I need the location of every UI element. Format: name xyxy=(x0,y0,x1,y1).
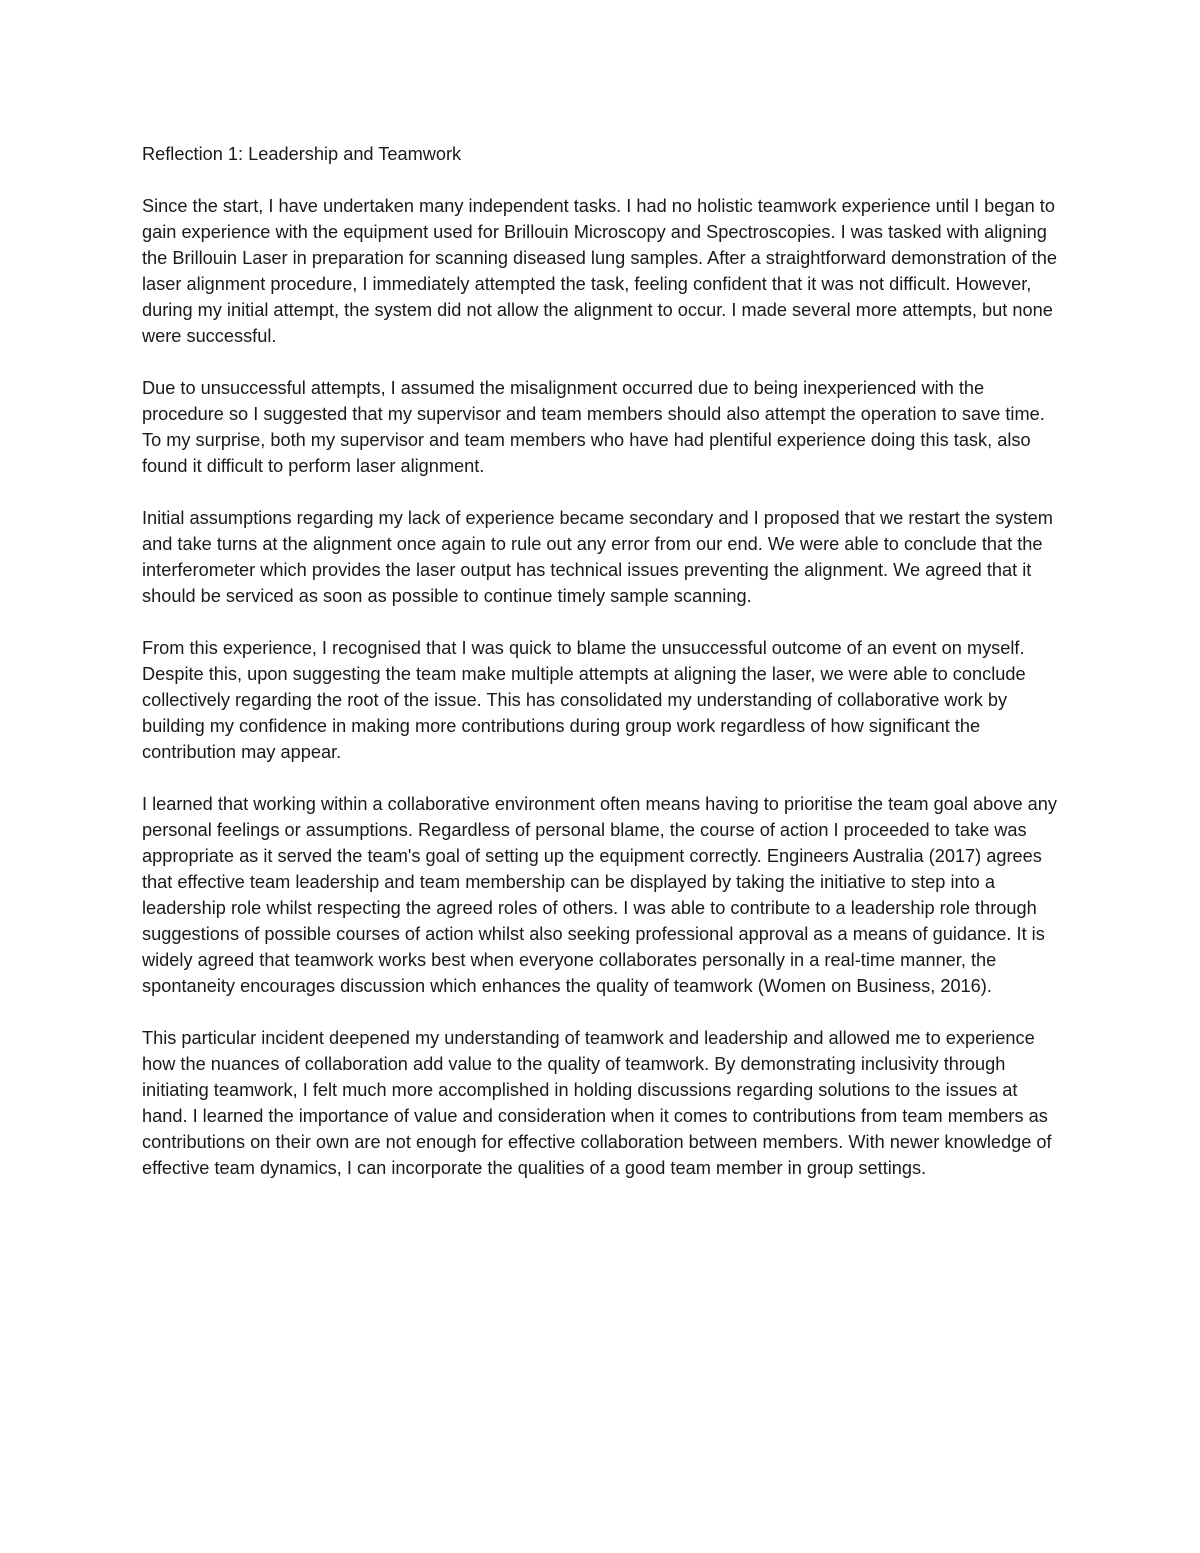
document-title: Reflection 1: Leadership and Teamwork xyxy=(142,144,462,164)
paragraph-1: Since the start, I have undertaken many independent tasks. I had no holistic teamwork experience until I began to gain experience with the equipment used for Brillouin Microscopy and Spectroscopies. I was tasked with aligning the Brillouin Laser in preparation for scanning diseased lung samples. After a straightforward demonstration of the laser alignment procedure, I immediately attempted the task, feeling confident that it was not difficult. However, during my initial attempt, the system did not allow the alignment to occur. I made several more attempts, but none were successful. xyxy=(142,196,1057,346)
paragraph-2: Due to unsuccessful attempts, I assumed the misalignment occurred due to being inexperienced with the procedure so I suggested that my supervisor and team members should also attempt the operation to save time. To my surprise, both my supervisor and team members who have had plentiful experience doing this task, also found it difficult to perform laser alignment. xyxy=(142,378,1045,476)
paragraph-6: This particular incident deepened my understanding of teamwork and leadership and allowed me to experience how the nuances of collaboration add value to the quality of teamwork. By demonstrating inclusivity through initiating teamwork, I felt much more accomplished in holding discussions regarding solutions to the issues at hand. I learned the importance of value and consideration when it comes to contributions from team members as contributions on their own are not enough for effective collaboration between members. With newer knowledge of effective team dynamics, I can incorporate the qualities of a good team member in group settings. xyxy=(142,1028,1052,1178)
paragraph-5: I learned that working within a collaborative environment often means having to prioritise the team goal above any personal feelings or assumptions. Regardless of personal blame, the course of action I proceeded to take was appropriate as it served the team's goal of setting up the equipment correctly. Engineers Australia (2017) agrees that effective team leadership and team membership can be displayed by taking the initiative to step into a leadership role whilst respecting the agreed roles of others. I was able to contribute to a leadership role through suggestions of possible courses of action whilst also seeking professional approval as a means of guidance. It is widely agreed that teamwork works best when everyone collaborates personally in a real-time manner, the spontaneity encourages discussion which enhances the quality of teamwork (Women on Business, 2016). xyxy=(142,794,1057,996)
paragraph-3: Initial assumptions regarding my lack of experience became secondary and I proposed that we restart the system and take turns at the alignment once again to rule out any error from our end. We were able to conclude that the interferometer which provides the laser output has technical issues preventing the alignment. We agreed that it should be serviced as soon as possible to continue timely sample scanning. xyxy=(142,508,1053,606)
paragraph-4: From this experience, I recognised that I was quick to blame the unsuccessful outcome of an event on myself. Despite this, upon suggesting the team make multiple attempts at aligning the laser, we were able to conclude collectively regarding the root of the issue. This has consolidated my understanding of collaborative work by building my confidence in making more contributions during group work regardless of how significant the contribution may appear. xyxy=(142,638,1026,762)
document-body xyxy=(142,141,1060,1181)
